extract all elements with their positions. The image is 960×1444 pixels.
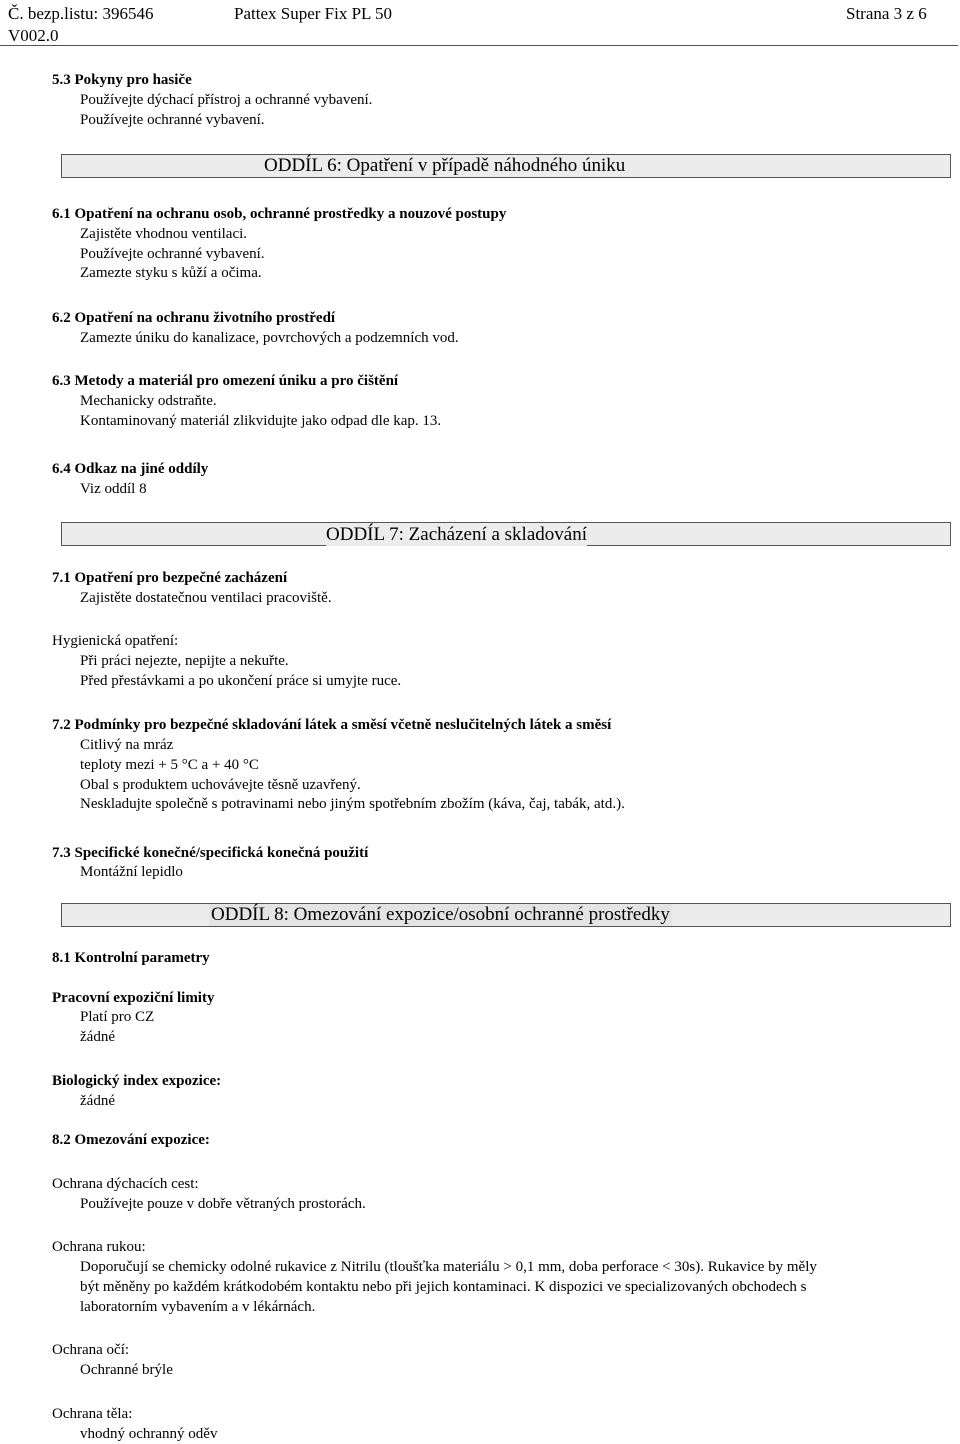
s6-4-title: 6.4 Odkaz na jiné oddíly xyxy=(52,461,209,477)
s6-3-line: Mechanicky odstraňte. xyxy=(80,393,217,409)
version: V002.0 xyxy=(8,26,59,45)
s5-3-line: Používejte ochranné vybavení. xyxy=(80,112,265,128)
section-7-title: ODDÍL 7: Zacházení a skladování xyxy=(326,524,587,545)
hands-label: Ochrana rukou: xyxy=(52,1239,146,1255)
hygiene-line: Před přestávkami a po ukončení práce si umyjte ruce. xyxy=(80,673,402,689)
s7-3-line: Montážní lepidlo xyxy=(80,864,183,880)
eyes-label: Ochrana očí: xyxy=(52,1342,130,1358)
biological-line: žádné xyxy=(80,1093,115,1109)
header-divider xyxy=(0,45,958,46)
section-8-title: ODDÍL 8: Omezování expozice/osobní ochranné prostředky xyxy=(211,904,670,925)
occupational-line: Platí pro CZ xyxy=(80,1009,155,1025)
hygiene-label: Hygienická opatření: xyxy=(52,633,179,649)
s6-1-title: 6.1 Opatření na ochranu osob, ochranné prostředky a nouzové postupy xyxy=(52,206,507,222)
body-line: vhodný ochranný oděv xyxy=(80,1426,218,1442)
s5-3-title: 5.3 Pokyny pro hasiče xyxy=(52,72,192,88)
s8-1-title: 8.1 Kontrolní parametry xyxy=(52,950,210,966)
biological-index-title: Biologický index expozice: xyxy=(52,1073,222,1089)
s6-1-line: Zajistěte vhodnou ventilaci. xyxy=(80,226,248,242)
body-label: Ochrana těla: xyxy=(52,1406,133,1422)
page-number: Strana 3 z 6 xyxy=(846,4,927,23)
hands-line: laboratorním vybavením a v lékárnách. xyxy=(80,1299,316,1315)
s7-2-title: 7.2 Podmínky pro bezpečné skladování látek a směsí včetně neslučitelných látek a směsí xyxy=(52,717,612,733)
section-6-title: ODDÍL 6: Opatření v případě náhodného úniku xyxy=(264,155,626,176)
occupational-limits-title: Pracovní expoziční limity xyxy=(52,990,215,1006)
respiratory-line: Používejte pouze v dobře větraných prostorách. xyxy=(80,1196,366,1212)
respiratory-label: Ochrana dýchacích cest: xyxy=(52,1176,199,1192)
s7-1-title: 7.1 Opatření pro bezpečné zacházení xyxy=(52,570,288,586)
s7-2-line: Obal s produktem uchovávejte těsně uzavřený. xyxy=(80,777,361,793)
product-name: Pattex Super Fix PL 50 xyxy=(234,4,393,23)
s8-2-title: 8.2 Omezování expozice: xyxy=(52,1132,210,1148)
s7-2-line: Citlivý na mráz xyxy=(80,737,174,753)
s6-1-line: Zamezte styku s kůží a očima. xyxy=(80,265,262,281)
s7-3-title: 7.3 Specifické konečné/specifická konečná použití xyxy=(52,845,369,861)
hygiene-line: Při práci nejezte, nepijte a nekuřte. xyxy=(80,653,289,669)
s6-2-line: Zamezte úniku do kanalizace, povrchových a podzemních vod. xyxy=(80,330,459,346)
s7-2-line: teploty mezi + 5 °C a + 40 °C xyxy=(80,757,259,773)
s6-3-title: 6.3 Metody a materiál pro omezení úniku a pro čištění xyxy=(52,373,399,389)
s7-2-line: Neskladujte společně s potravinami nebo jiným spotřebním zbožím (káva, čaj, tabák, atd.). xyxy=(80,796,625,812)
s5-3-line: Používejte dýchací přístroj a ochranné vybavení. xyxy=(80,92,373,108)
document-number: Č. bezp.listu: 396546 xyxy=(8,4,154,23)
hands-line: Doporučují se chemicky odolné rukavice z Nitrilu (tloušťka materiálu > 0,1 mm, doba perforace < 30s). Rukavice by měly xyxy=(80,1259,817,1275)
s6-2-title: 6.2 Opatření na ochranu životního prostředí xyxy=(52,310,336,326)
eyes-line: Ochranné brýle xyxy=(80,1362,173,1378)
s6-1-line: Používejte ochranné vybavení. xyxy=(80,246,265,262)
s6-4-line: Viz oddíl 8 xyxy=(80,481,147,497)
hands-line: být měněny po každém krátkodobém kontaktu nebo při jejich kontaminaci. K dispozici ve specializovaných obchodech s xyxy=(80,1279,807,1295)
s6-3-line: Kontaminovaný materiál zlikvidujte jako odpad dle kap. 13. xyxy=(80,413,442,429)
occupational-line: žádné xyxy=(80,1029,115,1045)
s7-1-line: Zajistěte dostatečnou ventilaci pracoviště. xyxy=(80,590,332,606)
